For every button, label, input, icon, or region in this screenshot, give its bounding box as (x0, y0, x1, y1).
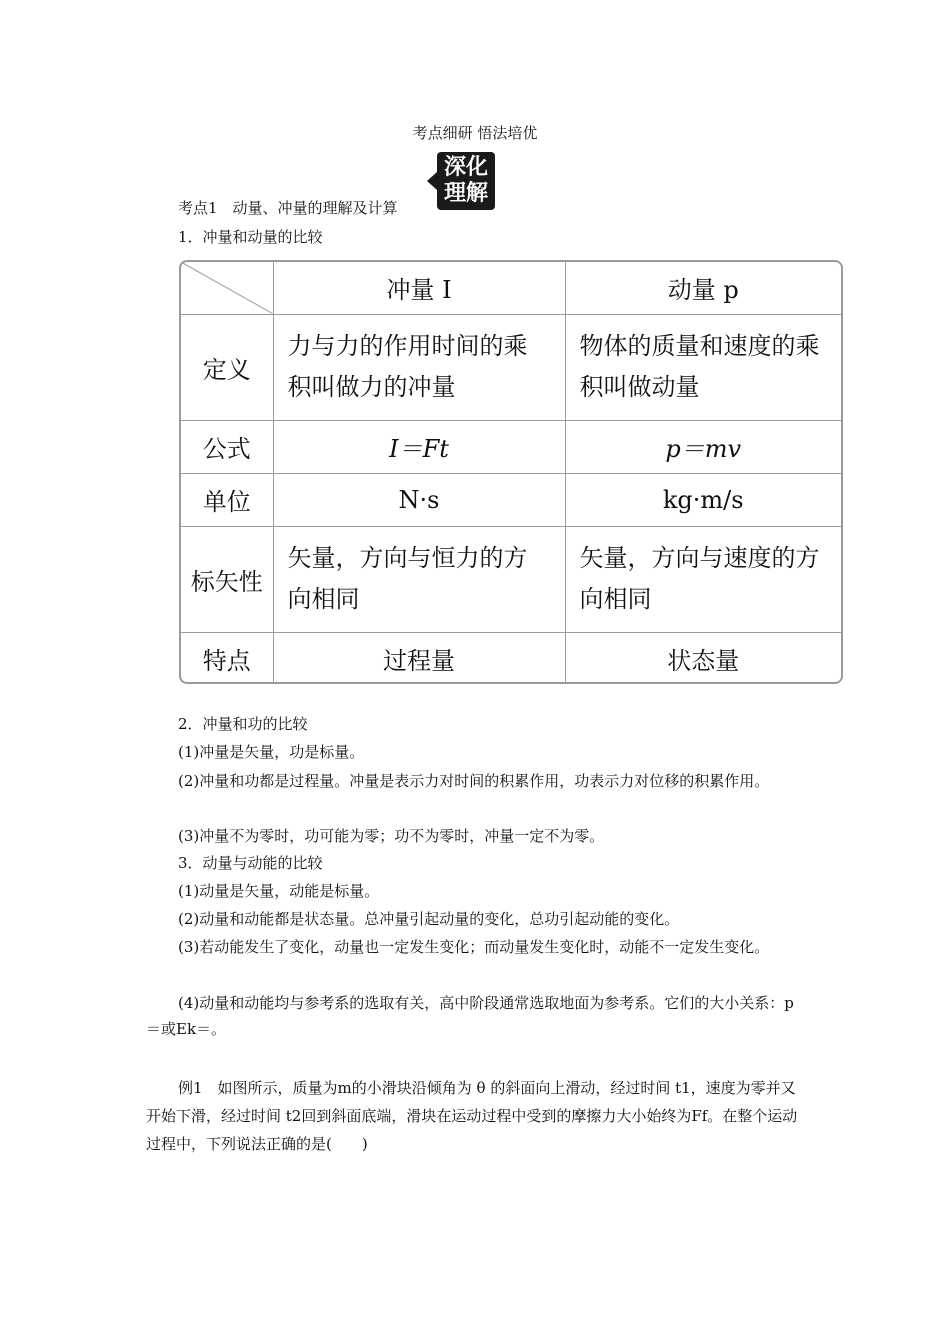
row-label: 特点 (181, 632, 273, 684)
badge-line2: 理解 (443, 181, 488, 206)
paragraph: (2)冲量和功都是过程量。冲量是表示力对时间的积累作用，功表示力对位移的积累作用。 (178, 772, 770, 790)
deepen-understanding-badge (437, 152, 495, 210)
comparison-table (179, 260, 843, 684)
table-row (181, 632, 841, 684)
example-1: 例1 如图所示，质量为m的小滑块沿倾角为 θ 的斜面向上滑动，经过时间 t1，速度为零并又开始下滑，经过时间 t2回到斜面底端，滑块在运动过程中受到的摩擦力大小始终为Ff。在整个运动过程中，下列说法正确的是( ) (146, 1079, 798, 1153)
cell-impulse: 矢量，方向与恒力的方向相同 (273, 526, 565, 632)
table-corner-cell (181, 262, 273, 314)
paragraph: (3)若动能发生了变化，动量也一定发生变化；而动量发生变化时，动能不一定发生变化。 (178, 938, 770, 956)
paragraph: (1)动量是矢量，动能是标量。 (178, 882, 380, 900)
header-momentum: 动量 p (565, 262, 841, 314)
cell-impulse: 力与力的作用时间的乘积叫做力的冲量 (273, 314, 565, 420)
cell-momentum: p＝mv (565, 420, 841, 473)
cell-momentum: 状态量 (565, 632, 841, 684)
row-label: 单位 (181, 473, 273, 526)
paragraph: (1)冲量是矢量，功是标量。 (178, 743, 365, 761)
cell-momentum: 矢量，方向与速度的方向相同 (565, 526, 841, 632)
table-row (181, 420, 841, 473)
badge-pointer (427, 172, 437, 190)
table-row (181, 314, 841, 420)
paragraph: (2)动量和动能都是状态量。总冲量引起动量的变化，总功引起动能的变化。 (178, 910, 680, 928)
table-row (181, 473, 841, 526)
section-3-title: 3．动量与动能的比较 (178, 854, 323, 872)
cell-impulse: 过程量 (273, 632, 565, 684)
row-label: 标矢性 (181, 526, 273, 632)
paragraph: (3)冲量不为零时，功可能为零；功不为零时，冲量一定不为零。 (178, 827, 605, 845)
row-label: 公式 (181, 420, 273, 473)
cell-impulse: I＝Ft (273, 420, 565, 473)
cell-momentum: kg·m/s (565, 473, 841, 526)
paragraph: (4)动量和动能均与参考系的选取有关，高中阶段通常选取地面为参考系。它们的大小关系：p＝或Ek＝。 (146, 994, 794, 1038)
section-2-title: 2．冲量和功的比较 (178, 715, 308, 733)
section-heading: 考点细研 悟法培优 (412, 124, 538, 142)
section-1-title: 1．冲量和动量的比较 (178, 228, 323, 246)
header-impulse: 冲量 I (273, 262, 565, 314)
table-row (181, 526, 841, 632)
cell-impulse: N·s (273, 473, 565, 526)
row-label: 定义 (181, 314, 273, 420)
badge-line1: 深化 (443, 155, 488, 180)
topic-title: 考点1 动量、冲量的理解及计算 (178, 199, 398, 217)
cell-momentum: 物体的质量和速度的乘积叫做动量 (565, 314, 841, 420)
